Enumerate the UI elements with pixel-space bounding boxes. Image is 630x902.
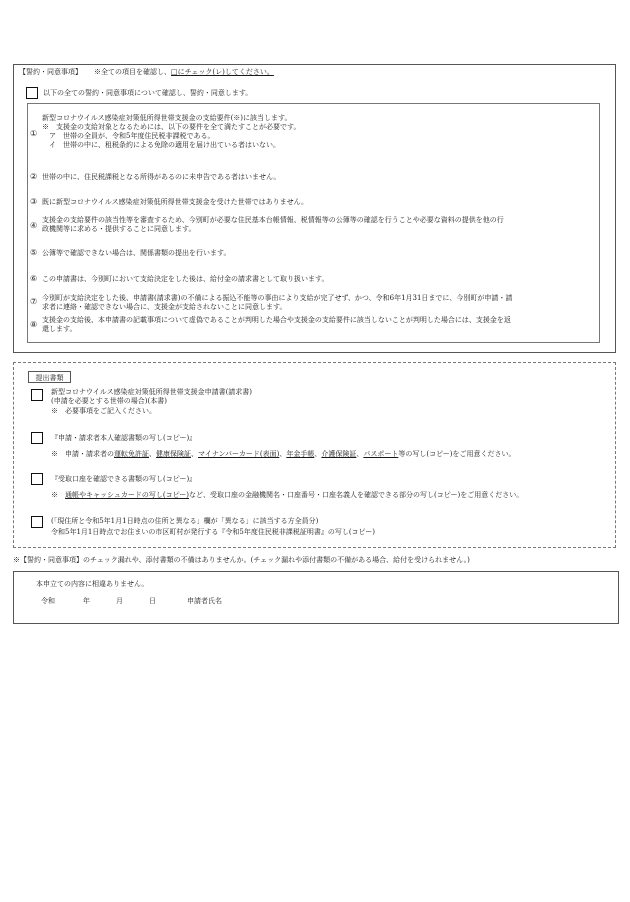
item-number: ⑧ bbox=[30, 320, 38, 329]
date-month-label: 月 bbox=[116, 597, 123, 605]
item-number: ⑦ bbox=[30, 297, 38, 306]
consent-instruction: ※全ての項目を確認し、□にチェック(レ)してください。 bbox=[94, 68, 274, 76]
declaration-text: 本申立ての内容に相違ありません。 bbox=[36, 580, 149, 588]
consent-items-list bbox=[27, 103, 600, 343]
date-year-label: 年 bbox=[83, 597, 90, 605]
item-number: ① bbox=[30, 129, 38, 138]
declaration-section bbox=[13, 571, 619, 624]
item-text: 既に新型コロナウイルス感染症対策低所得世帯支援金を受けた世帯ではありません。 bbox=[42, 198, 308, 206]
footer-warning-note: ※【誓約・同意事項】のチェック漏れや、添付書類の不備はありませんか。(チェック漏れや添付書類の不備がある場合、給付を受けられません。) bbox=[13, 556, 470, 564]
item-text: ア 世帯の全員が、令和5年度住民税非課税である。 bbox=[42, 132, 215, 140]
doc-bank-checkbox[interactable] bbox=[31, 473, 43, 485]
item-text: イ 世帯の中に、租税条約による免除の適用を届け出ている者はいない。 bbox=[42, 141, 280, 149]
doc-id-title: 『申請・請求者本人確認書類の写し(コピー)』 bbox=[51, 434, 197, 442]
item-text: 今別町が支給決定をした後、申請書(請求書)の不備による振込不能等の事由により支給が完了せず、かつ、令和6年1月31日までに、今別町が申請・請 bbox=[42, 294, 513, 302]
item-text: ※ 支援金の支給対象となるためには、以下の要件を全て満たすことが必要です。 bbox=[42, 123, 301, 131]
date-day-label: 日 bbox=[149, 597, 156, 605]
item-number: ④ bbox=[30, 221, 38, 230]
item-text: 新型コロナウイルス感染症対策低所得世帯支援金の支給要件(※)に該当します。 bbox=[42, 114, 292, 122]
doc-id-note: ※ 申請・請求者の運転免許証、健康保険証、マイナンバーカード(表面)、年金手帳、介護保険証、パスポート等の写し(コピー)をご用意ください。 bbox=[51, 450, 516, 458]
submission-documents-section bbox=[13, 362, 616, 548]
item-number: ⑤ bbox=[30, 248, 38, 257]
doc-application-title: 新型コロナウイルス感染症対策低所得世帯支援金申請書(請求書) bbox=[51, 388, 253, 396]
doc-id-checkbox[interactable] bbox=[31, 432, 43, 444]
item-text: 支援金の支給要件の該当性等を審査するため、今別町が必要な住民基本台帳情報、税情報等の公簿等の確認を行うことや必要な資料の提供を他の行 bbox=[42, 216, 504, 224]
consent-section bbox=[13, 64, 616, 353]
doc-tax-certificate-checkbox[interactable] bbox=[31, 516, 43, 528]
doc-tax-certificate-title: 令和5年1月1日時点でお住まいの市区町村が発行する『令和5年度住民税非課税証明書』の写し(コピー) bbox=[51, 528, 375, 536]
all-agree-checkbox[interactable] bbox=[26, 87, 38, 99]
documents-label: 提出書類 bbox=[28, 371, 71, 383]
item-text: 求者に連絡・確認できない場合に、支援金が支給されないことに同意します。 bbox=[42, 303, 287, 311]
doc-bank-note: ※ 通帳やキャッシュカードの写し(コピー)など、受取口座の金融機関名・口座番号・口座名義人を確認できる部分の写し(コピー)をご用意ください。 bbox=[51, 491, 524, 499]
doc-tax-condition: (「現住所と令和5年1月1日時点の住所と異なる」欄が「異なる」に該当する方全員分) bbox=[51, 517, 319, 525]
all-agree-label: 以下の全ての誓約・同意事項について確認し、誓約・同意します。 bbox=[43, 89, 253, 97]
item-number: ⑥ bbox=[30, 274, 38, 283]
date-era-label: 令和 bbox=[41, 597, 55, 605]
item-text: この申請書は、今別町において支給決定をした後は、給付金の請求書として取り扱います。 bbox=[42, 275, 329, 283]
applicant-name-label: 申請者氏名 bbox=[187, 597, 222, 605]
item-number: ③ bbox=[30, 197, 38, 206]
item-text: 支援金の支給後、本申請書の記載事項について虚偽であることが判明した場合や支援金の支給要件に該当しないことが判明した場合には、支援金を返 bbox=[42, 316, 511, 324]
item-number: ② bbox=[30, 172, 38, 181]
doc-application-subtitle: (申請を必要とする世帯の場合)(本書) bbox=[51, 397, 167, 405]
consent-heading: 【誓約・同意事項】 bbox=[19, 68, 82, 76]
doc-application-note: ※ 必要事項をご記入ください。 bbox=[51, 407, 156, 415]
doc-bank-title: 『受取口座を確認できる書類の写し(コピー)』 bbox=[51, 475, 197, 483]
item-text: 公簿等で確認できない場合は、関係書類の提出を行います。 bbox=[42, 249, 231, 257]
doc-application-checkbox[interactable] bbox=[31, 389, 43, 401]
item-text: 世帯の中に、住民税課税となる所得があるのに未申告である者はいません。 bbox=[42, 173, 281, 181]
item-text: 還します。 bbox=[42, 325, 77, 333]
item-text: 政機関等に求める・提供することに同意します。 bbox=[42, 225, 196, 233]
